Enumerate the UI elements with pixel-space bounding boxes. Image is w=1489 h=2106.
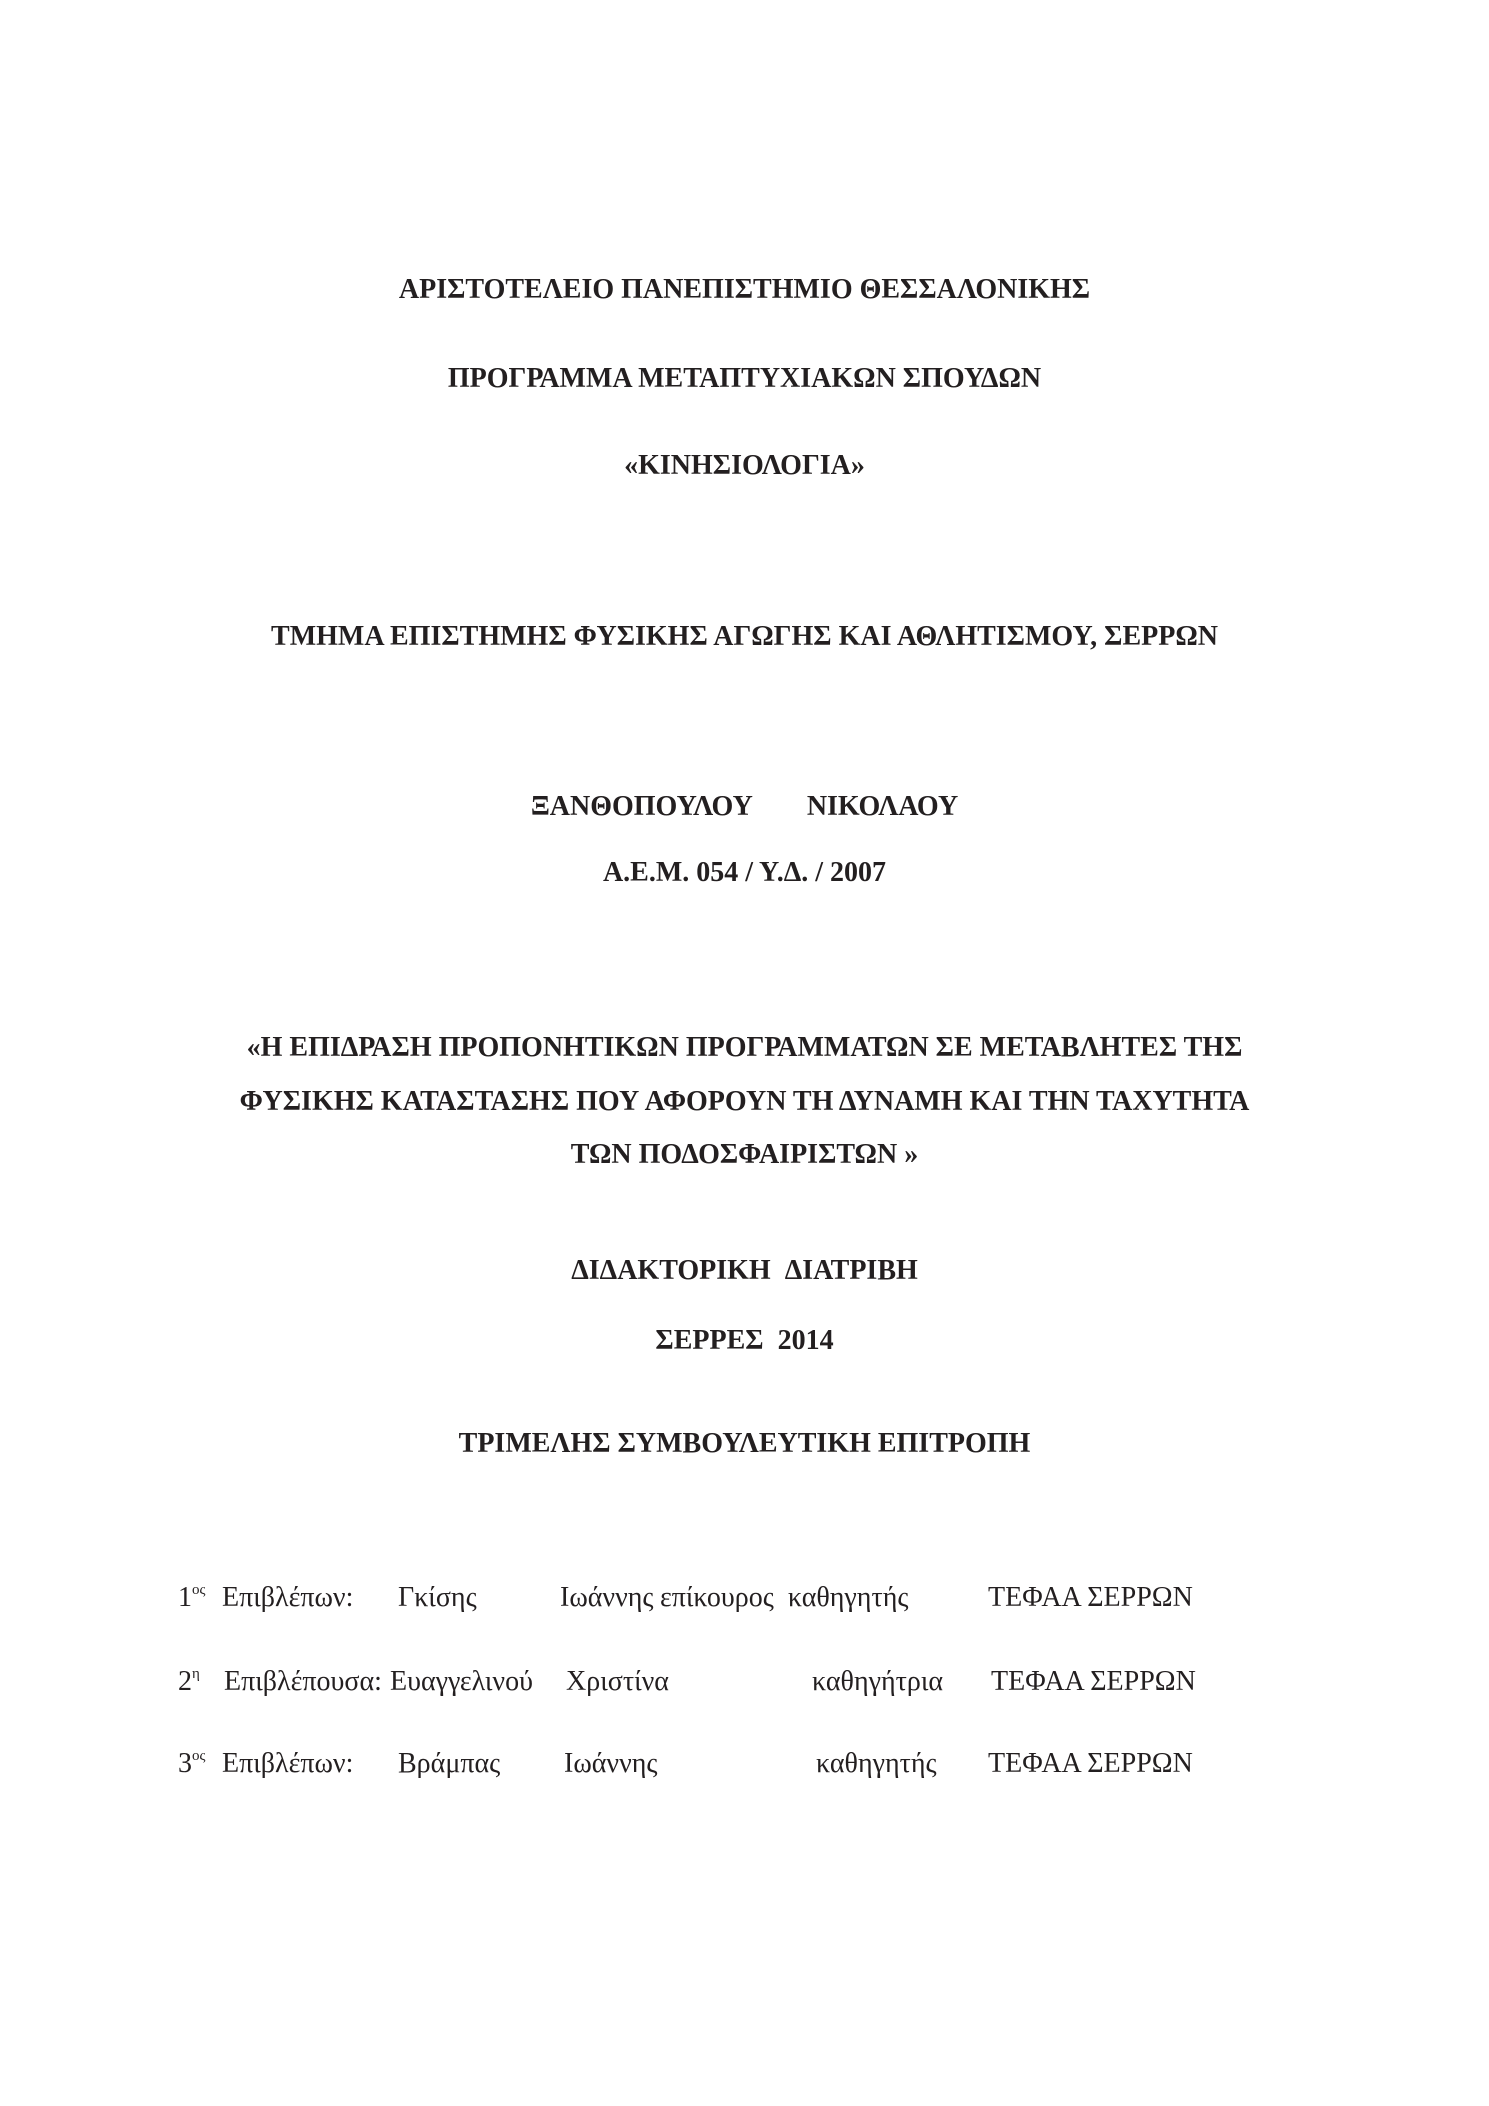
member-role: Επιβλέπουσα: xyxy=(224,1666,382,1697)
specialization-name: «ΚΙΝΗΣΙΟΛΟΓΙΑ» xyxy=(624,450,865,481)
university-name: ΑΡΙΣΤΟΤΕΛΕΙΟ ΠΑΝΕΠΙΣΤΗΜΙΟ ΘΕΣΣΑΛΟΝΙΚΗΣ xyxy=(398,274,1091,305)
member-title: καθηγήτρια xyxy=(812,1666,944,1697)
place-and-year xyxy=(0,1324,1489,1358)
member-role: Επιβλέπων: xyxy=(222,1748,354,1779)
thesis-year: 2014 xyxy=(777,1325,834,1356)
committee-member-2 xyxy=(0,1662,1489,1702)
thesis-type xyxy=(0,1254,1489,1288)
author-registration: Α.Ε.Μ. 054 / Υ.Δ. / 2007 xyxy=(602,857,887,888)
thesis-title-line-2: ΦΥΣΙΚΗΣ ΚΑΤΑΣΤΑΣΗΣ ΠΟΥ ΑΦΟΡΟΥΝ ΤΗ ΔΥΝΑΜΗ ΚΑΙ ΤΗΝ ΤΑΧΥΤΗΤΑ xyxy=(239,1086,1250,1117)
thesis-type-word-2: ΔΙΑΤΡΙΒΗ xyxy=(784,1255,918,1286)
member-department: ΤΕΦΑΑ ΣΕΡΡΩΝ xyxy=(991,1666,1196,1697)
member-surname: Ευαγγελινού xyxy=(390,1666,533,1697)
member-surname: Γκίσης xyxy=(398,1582,477,1613)
member-ordinal: $2^\eta$ xyxy=(178,1666,200,1697)
thesis-title-line-3: ΤΩΝ ΠΟΔΟΣΦΑΙΡΙΣΤΩΝ » xyxy=(570,1139,919,1170)
member-ordinal: $3^{o\varsigma}$ xyxy=(178,1748,206,1779)
thesis-city: ΣΕΡΡΕΣ xyxy=(655,1325,764,1356)
thesis-type-word-1: ΔΙΔΑΚΤΟΡΙΚΗ xyxy=(571,1255,771,1286)
member-title: επίκουρος καθηγητής xyxy=(660,1582,909,1613)
committee-heading: ΤΡΙΜΕΛΗΣ ΣΥΜΒΟΥΛΕΥΤΙΚΗ ΕΠΙΤΡΟΠΗ xyxy=(458,1428,1031,1459)
thesis-title-line-1: «Η ΕΠΙΔΡΑΣΗ ΠΡΟΠΟΝΗΤΙΚΩΝ ΠΡΟΓΡΑΜΜΑΤΩΝ ΣΕ ΜΕΤΑΒΛΗΤΕΣ ΤΗΣ xyxy=(246,1032,1243,1063)
member-role: Επιβλέπων: xyxy=(222,1582,354,1613)
department-name: ΤΜΗΜΑ ΕΠΙΣΤΗΜΗΣ ΦΥΣΙΚΗΣ ΑΓΩΓΗΣ ΚΑΙ ΑΘΛΗΤΙΣΜΟΥ, ΣΕΡΡΩΝ xyxy=(271,621,1218,652)
author-name xyxy=(0,790,1489,824)
author-surname: ΞΑΝΘΟΠΟΥΛΟΥ xyxy=(530,791,753,822)
author-first-name: ΝΙΚΟΛΑΟΥ xyxy=(806,791,959,822)
program-name: ΠΡΟΓΡΑΜΜΑ ΜΕΤΑΠΤΥΧΙΑΚΩΝ ΣΠΟΥΔΩΝ xyxy=(447,363,1042,394)
member-first-name: Χριστίνα xyxy=(566,1666,669,1697)
member-department: ΤΕΦΑΑ ΣΕΡΡΩΝ xyxy=(988,1748,1193,1779)
member-ordinal: $1^{o\varsigma}$ xyxy=(178,1582,206,1613)
committee-member-3 xyxy=(0,1744,1489,1784)
member-first-name: Ιωάννης xyxy=(560,1582,654,1613)
member-first-name: Ιωάννης xyxy=(564,1748,658,1779)
member-surname: Βράμπας xyxy=(398,1748,501,1779)
committee-member-1 xyxy=(0,1578,1489,1618)
member-title: καθηγητής xyxy=(816,1748,937,1779)
member-department: ΤΕΦΑΑ ΣΕΡΡΩΝ xyxy=(988,1582,1193,1613)
